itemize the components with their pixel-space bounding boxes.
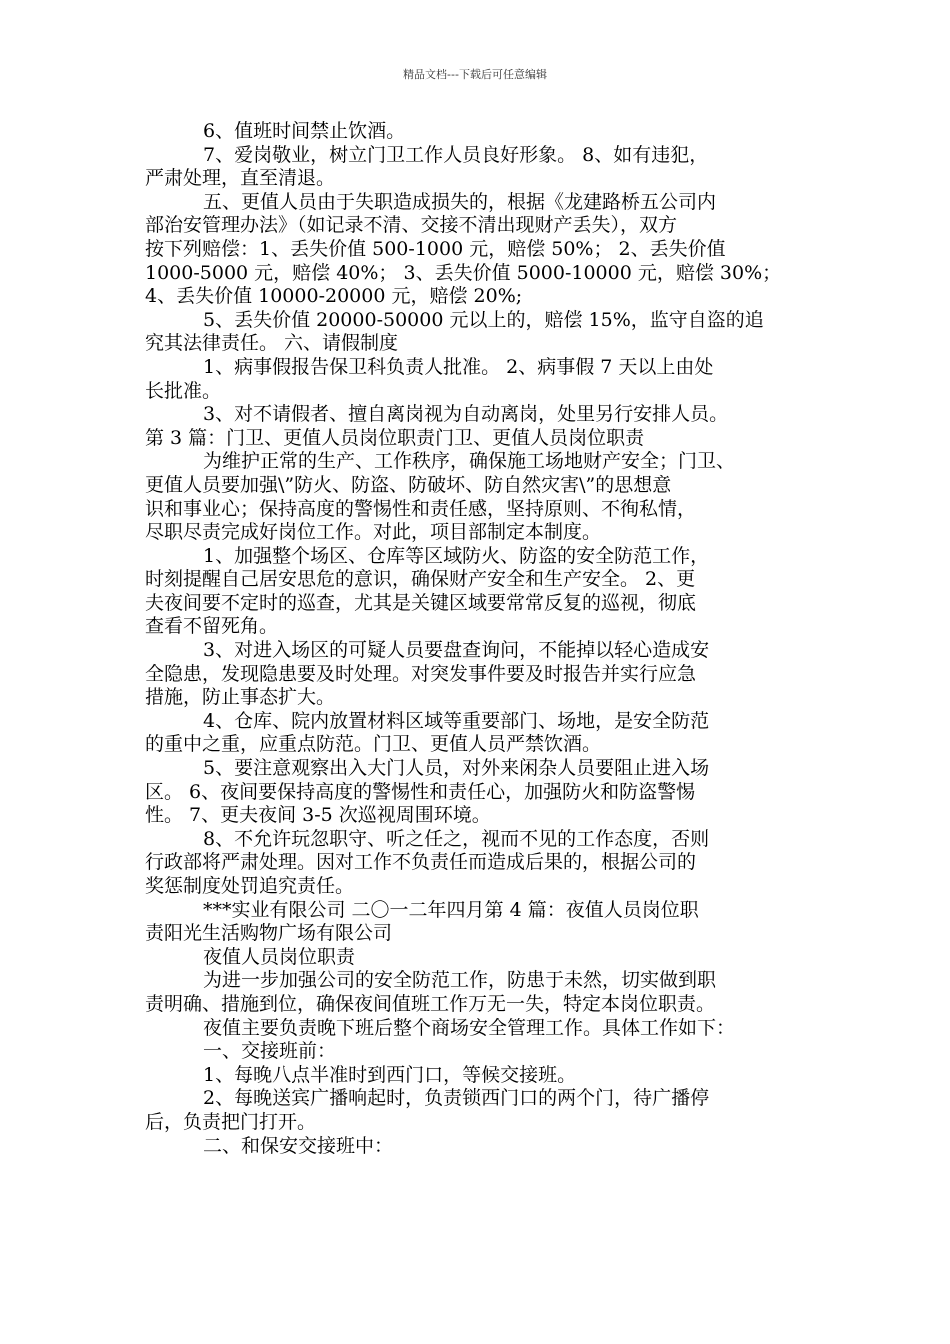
text-line: 尽职尽责完成好岗位工作。对此，项目部制定本制度。	[145, 521, 602, 544]
text-line: 奖惩制度处罚追究责任。	[145, 875, 355, 897]
text-line: 后，负责把门打开。	[145, 1110, 317, 1133]
text-line: 严肃处理，直至清退。	[145, 167, 336, 190]
text-line: 措施，防止事态扩大。	[145, 686, 336, 709]
text-line: 按下列赔偿：1、丢失价值 500-1000 元，赔偿 50%； 2、丢失价值	[145, 237, 726, 260]
text-line: 识和事业心；保持高度的警惕性和责任感，坚持原则、不徇私情，	[145, 497, 697, 520]
text-line: 6、值班时间禁止饮酒。	[203, 120, 406, 142]
text-line: 3、对进入场区的可疑人员要盘查询问，不能掉以轻心造成安	[203, 639, 710, 662]
text-line: 区。 6、夜间要保持高度的警惕性和责任心，加强防火和防盗警惕	[145, 780, 696, 803]
text-line: 全隐患，发现隐患要及时处理。对突发事件要及时报告并实行应急	[145, 662, 697, 685]
text-line: 5、丢失价值 20000-50000 元以上的，赔偿 15%，监守自盗的追	[203, 308, 764, 331]
text-line: 五、更值人员由于失职造成损失的，根据《龙建路桥五公司内	[203, 190, 717, 213]
text-line: 1、加强整个场区、仓库等区域防火、防盗的安全防范工作，	[203, 544, 710, 567]
text-line: 查看不留死角。	[145, 615, 279, 638]
text-line: 夜值主要负责晚下班后整个商场安全管理工作。具体工作如下：	[203, 1016, 736, 1039]
text-line: 部治安管理办法》（如记录不清、交接不清出现财产丢失），双方	[145, 214, 678, 237]
text-line: 1、病事假报告保卫科负责人批准。 2、病事假 7 天以上由处	[203, 355, 714, 378]
page-header: 精品文档---下载后可任意编辑	[403, 68, 547, 81]
text-line: 为进一步加强公司的安全防范工作，防患于未然，切实做到职	[203, 969, 717, 992]
text-line: 长批准。	[145, 379, 222, 402]
text-line: 责明确、措施到位，确保夜间值班工作万无一失，特定本岗位职责。	[145, 992, 716, 1015]
text-line: ***实业有限公司 二〇一二年四月第 4 篇：夜值人员岗位职	[203, 898, 699, 921]
text-line: 夫夜间要不定时的巡查，尤其是关键区域要常常反复的巡视，彻底	[145, 591, 697, 614]
text-line: 二、和保安交接班中：	[203, 1134, 394, 1157]
document-body	[145, 120, 810, 1158]
text-line: 责阳光生活购物广场有限公司	[145, 922, 393, 945]
text-line: 1、每晚八点半准时到西门口，等候交接班。	[203, 1063, 577, 1086]
text-line: 性。 7、更夫夜间 3-5 次巡视周围环境。	[145, 804, 491, 827]
text-line: 的重中之重，应重点防范。门卫、更值人员严禁饮酒。	[145, 733, 602, 756]
text-line: 4、丢失价值 10000-20000 元，赔偿 20%;	[145, 285, 523, 308]
text-line: 4、仓库、院内放置材料区域等重要部门、场地，是安全防范	[203, 709, 710, 732]
text-line: 究其法律责任。 六、请假制度	[145, 332, 399, 355]
text-line: 夜值人员岗位职责	[203, 945, 356, 968]
text-line: 8、不允许玩忽职守、听之任之，视而不见的工作态度，否则	[203, 827, 710, 850]
text-line: 5、要注意观察出入大门人员，对外来闲杂人员要阻止进入场	[203, 757, 710, 780]
text-line: 时刻提醒自己居安思危的意识，确保财产安全和生产安全。 2、更	[145, 568, 696, 591]
text-line: 7、爱岗敬业，树立门卫工作人员良好形象。 8、如有违犯，	[203, 143, 709, 166]
text-line: 1000-5000 元，赔偿 40%； 3、丢失价值 5000-10000 元，赔偿 30%；	[145, 261, 782, 284]
text-line: 为维护正常的生产、工作秩序，确保施工场地财产安全；门卫、	[203, 450, 736, 473]
text-line: 2、每晚送宾广播响起时，负责锁西门口的两个门，待广播停	[203, 1087, 710, 1110]
text-line: 一、交接班前：	[203, 1040, 337, 1063]
text-line: 更值人员要加强\”防火、防盗、防破坏、防自然灾害\”的思想意	[145, 473, 672, 496]
text-line: 行政部将严肃处理。因对工作不负责任而造成后果的，根据公司的	[145, 851, 697, 874]
text-line: 第 3 篇：门卫、更值人员岗位职责门卫、更值人员岗位职责	[145, 426, 645, 449]
text-line: 3、对不请假者、擅自离岗视为自动离岗，处里另行安排人员。	[203, 403, 729, 426]
